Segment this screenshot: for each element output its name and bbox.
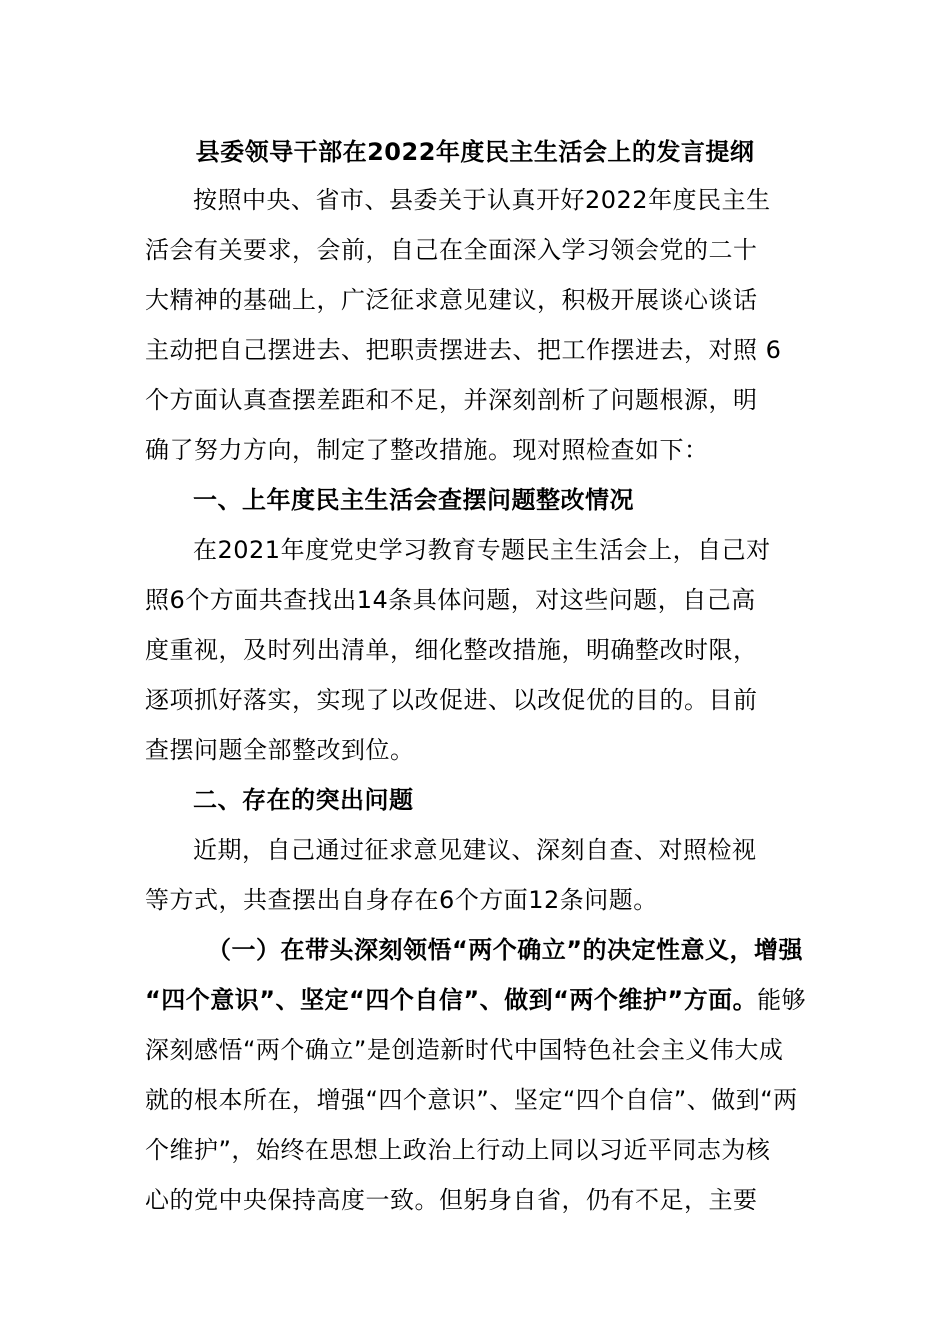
paragraph-text: 能够 (757, 986, 807, 1014)
paragraph-line: 按照中央、省市、县委关于认真开好2022年度民主生 (193, 186, 771, 214)
paragraph-line: 照6个方面共查找出14条具体问题，对这些问题，自己高 (145, 586, 756, 614)
section-heading-2: 二、存在的突出问题 (193, 786, 414, 814)
paragraph-line: 度重视，及时列出清单，细化整改措施，明确整改时限， (145, 636, 758, 664)
paragraph-line-mixed (145, 980, 806, 1020)
section-heading-1: 一、上年度民主生活会查摆问题整改情况 (193, 486, 634, 514)
paragraph-line: 查摆问题全部整改到位。 (145, 736, 415, 764)
paragraph-line: 等方式，共查摆出自身存在6个方面12条问题。 (145, 886, 658, 914)
paragraph-line: 确了努力方向，制定了整改措施。现对照检查如下： (145, 436, 709, 464)
paragraph-line: 个方面认真查摆差距和不足，并深刻剖析了问题根源，明 (145, 386, 758, 414)
paragraph-line: 活会有关要求，会前，自己在全面深入学习领会党的二十 (145, 236, 758, 264)
paragraph-line: 大精神的基础上，广泛征求意见建议，积极开展谈心谈话 (145, 286, 758, 314)
subsection-heading-1: （一）在带头深刻领悟“两个确立”的决定性意义，增强 (207, 936, 804, 964)
paragraph-line: 就的根本所在，增强“四个意识”、坚定“四个自信”、做到“两 (145, 1086, 798, 1114)
paragraph-line: 近期，自己通过征求意见建议、深刻自查、对照检视 (193, 836, 757, 864)
paragraph-line: 个维护”，始终在思想上政治上行动上同以习近平同志为核 (145, 1136, 771, 1164)
paragraph-line: 逐项抓好落实，实现了以改促进、以改促优的目的。目前 (145, 686, 758, 714)
paragraph-line: 在2021年度党史学习教育专题民主生活会上，自己对 (193, 536, 771, 564)
document-title: 县委领导干部在2022年度民主生活会上的发言提纲 (195, 138, 755, 166)
paragraph-line: 心的党中央保持高度一致。但躬身自省，仍有不足，主要 (145, 1186, 758, 1214)
paragraph-line: 深刻感悟“两个确立”是创造新时代中国特色社会主义伟大成 (145, 1036, 784, 1064)
paragraph-line: 主动把自己摆进去、把职责摆进去、把工作摆进去，对照 6 (145, 336, 782, 364)
subsection-heading-1-continued: “四个意识”、坚定“四个自信”、做到“两个维护”方面。 (145, 986, 758, 1014)
